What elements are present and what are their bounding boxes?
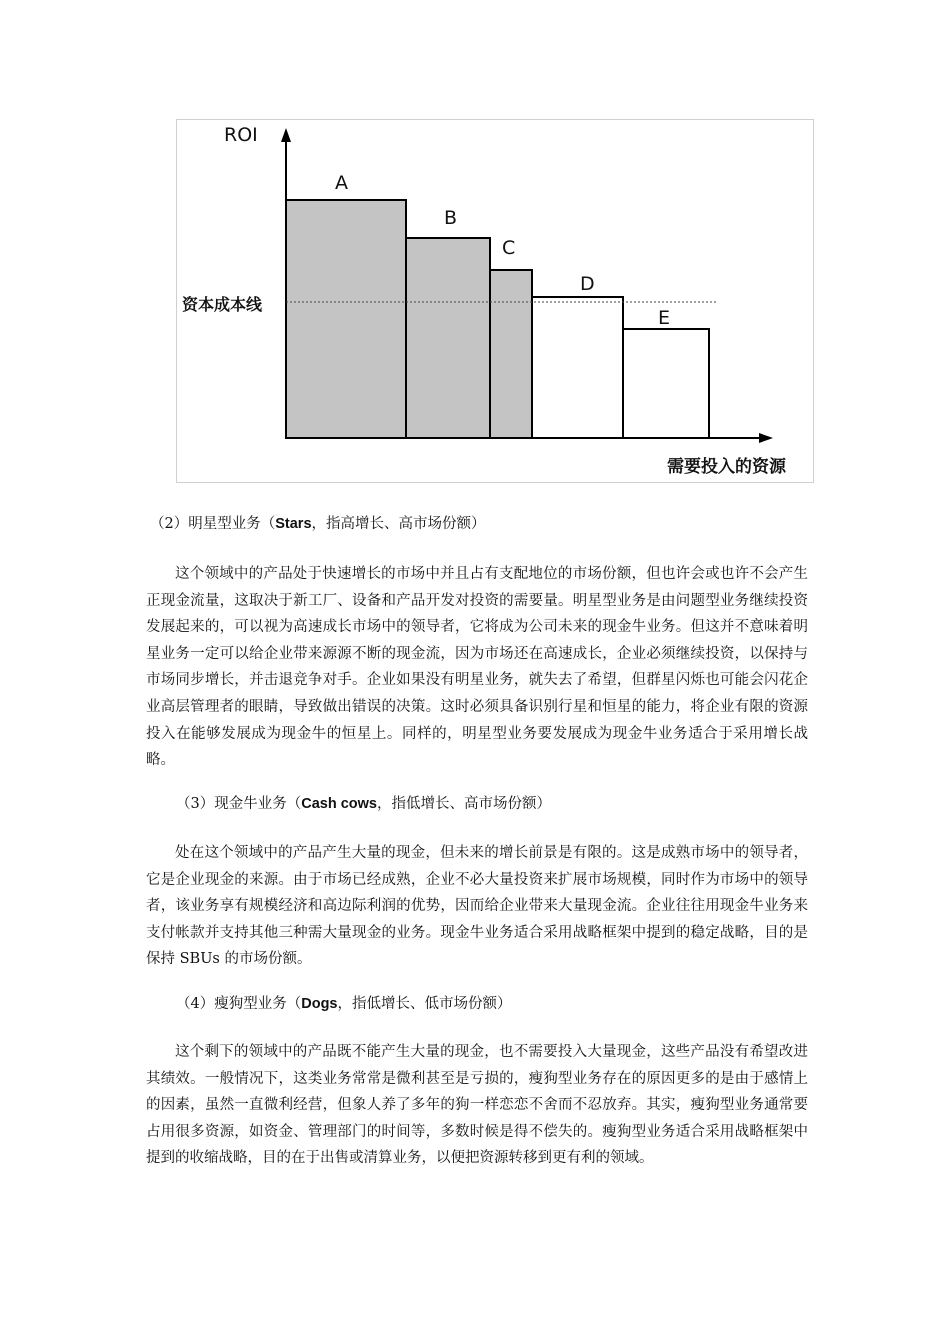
bar-label-e: E [658, 307, 671, 329]
section-desc: ，指低增长、高市场份额） [376, 796, 551, 812]
section-title-en: Cash cows [301, 796, 377, 812]
bar-label-a: A [335, 172, 348, 194]
section-heading-cash-cows [176, 794, 551, 814]
bar-label-b: B [444, 207, 458, 229]
bar-label-d: D [580, 273, 595, 295]
section-title-en: Dogs [301, 996, 338, 1012]
section-title: 瘦狗型业务（ [214, 996, 302, 1012]
bar-label-c: C [502, 237, 516, 259]
chart-svg [177, 120, 815, 484]
roi-resource-chart [176, 119, 814, 483]
cost-of-capital-label: 资本成本线 [182, 295, 263, 314]
bar-b [406, 238, 490, 438]
section-number: （3） [176, 796, 215, 812]
section-desc: ，指低增长、低市场份额） [337, 996, 512, 1012]
y-axis-label: ROI [224, 124, 258, 146]
x-axis-arrow-icon [759, 433, 773, 443]
section-title-en: Stars [275, 516, 312, 532]
bar-e [623, 329, 709, 438]
section-desc: ，指高增长、高市场份额） [311, 516, 486, 532]
paragraph-cash-cows: 处在这个领域中的产品产生大量的现金，但未来的增长前景是有限的。这是成熟市场中的领导者，它是企业现金的来源。由于市场已经成熟，企业不必大量投资来扩展市场规模，同时作为市场中的领导者，该业务享有规模经济和高边际利润的优势，因而给企业带来大量现金流。企业往往用现金牛业务来支付帐款并支持其他三种需大量现金的业务。现金牛业务适合采用战略框架中提到的稳定战略，目的是保持 SBUs 的市场份额。 [146, 845, 808, 968]
paragraph-dogs: 这个剩下的领域中的产品既不能产生大量的现金，也不需要投入大量现金，这些产品没有希望改进其绩效。一般情况下，这类业务常常是微利甚至是亏损的，瘦狗型业务存在的原因更多的是由于感情上的因素，虽然一直微利经营，但象人养了多年的狗一样恋恋不舍而不忍放弃。其实，瘦狗型业务通常要占用很多资源，如资金、管理部门的时间等，多数时候是得不偿失的。瘦狗型业务适合采用战略框架中提到的收缩战略，目的在于出售或清算业务，以便把资源转移到更有利的领域。 [146, 1044, 808, 1167]
section-heading-dogs [176, 994, 511, 1014]
section-title: 明星型业务（ [188, 516, 276, 532]
paragraph-stars: 这个领域中的产品处于快速增长的市场中并且占有支配地位的市场份额，但也许会或也许不会产生正现金流量，这取决于新工厂、设备和产品开发对投资的需要量。明星型业务是由问题型业务继续投资发展起来的，可以视为高速成长市场中的领导者，它将成为公司未来的现金牛业务。但这并不意味着明星业务一定可以给企业带来源源不断的现金流，因为市场还在高速成长，企业必须继续投资，以保持与市场同步增长，并击退竞争对手。企业如果没有明星业务，就失去了希望，但群星闪烁也可能会闪花企业高层管理者的眼睛，导致做出错误的决策。这时必须具备识别行星和恒星的能力，将企业有限的资源投入在能够发展成为现金牛的恒星上。同样的，明星型业务要发展成为现金牛业务适合于采用增长战略。 [146, 566, 808, 769]
section-heading-stars [150, 514, 486, 534]
bar-a [286, 200, 406, 438]
section-title: 现金牛业务（ [214, 796, 302, 812]
section-number: （2） [150, 516, 189, 532]
bar-d [532, 297, 623, 438]
x-axis-label: 需要投入的资源 [667, 457, 786, 477]
bar-c [490, 270, 532, 438]
y-axis-arrow-icon [281, 128, 291, 142]
section-number: （4） [176, 996, 215, 1012]
